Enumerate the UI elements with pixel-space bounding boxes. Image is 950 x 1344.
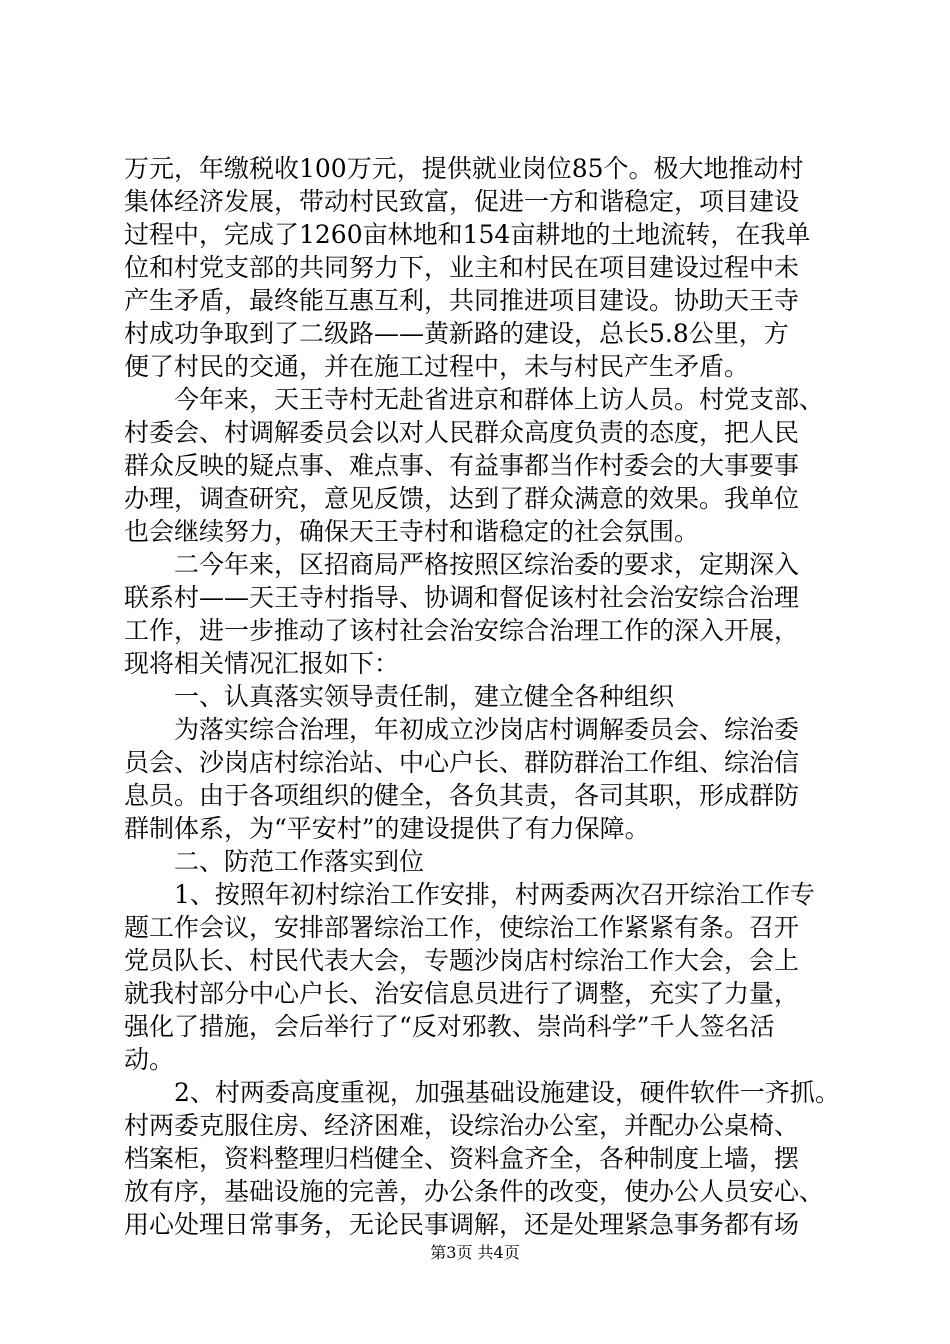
text-line: 一、认真落实领导责任制，建立健全各种组织 (124, 682, 675, 711)
text-line: 位和村党支部的共同努力下，业主和村民在项目建设过程中未 (124, 253, 800, 282)
text-line: 党员队长、村民代表大会，专题沙岗店村综治工作大会，会上 (124, 946, 800, 975)
text-line: 万元，年缴税收100万元，提供就业岗位85个。极大地推动村 (124, 154, 804, 183)
text-line: 集体经济发展，带动村民致富，促进一方和谐稳定，项目建设 (124, 187, 800, 216)
text-line: 便了村民的交通，并在施工过程中，未与村民产生矛盾。 (124, 352, 750, 381)
text-line: 村委会、村调解委员会以对人民群众高度负责的态度，把人民 (124, 418, 800, 447)
text-line: 强化了措施，会后举行了“反对邪教、崇尚科学”千人签名活 (124, 1012, 775, 1041)
text-line: 群众反映的疑点事、难点事、有益事都当作村委会的大事要事 (124, 451, 800, 480)
text-line: 1、按照年初村综治工作安排，村两委两次召开综治工作专 (124, 880, 815, 909)
text-line: 就我村部分中心户长、治安信息员进行了调整，充实了力量， (124, 979, 800, 1008)
page-footer: 第3页 共4页 (430, 1243, 520, 1262)
text-line: 产生矛盾，最终能互惠互利，共同推进项目建设。协助天王寺 (124, 286, 800, 315)
text-line: 档案柜，资料整理归档健全、资料盒齐全，各种制度上墙，摆 (124, 1144, 800, 1173)
text-line: 动。 (124, 1045, 175, 1074)
text-line: 二、防范工作落实到位 (124, 847, 425, 876)
document-body (124, 152, 854, 1241)
text-line: 用心处理日常事务，无论民事调解，还是处理紧急事务都有场 (124, 1210, 800, 1239)
text-line: 联系村——天王寺村指导、协调和督促该村社会治安综合治理 (124, 583, 800, 612)
text-line: 员会、沙岗店村综治站、中心户长、群防群治工作组、综治信 (124, 748, 800, 777)
text-line: 过程中，完成了1260亩林地和154亩耕地的土地流转，在我单 (124, 220, 811, 249)
text-line: 村成功争取到了二级路——黄新路的建设，总长5.8公里，方 (124, 319, 789, 348)
text-line: 题工作会议，安排部署综治工作，使综治工作紧紧有条。召开 (124, 913, 800, 942)
text-line: 为落实综合治理，年初成立沙岗店村调解委员会、综治委 (124, 715, 800, 744)
text-line: 也会继续努力，确保天王寺村和谐稳定的社会氛围。 (124, 517, 700, 546)
text-line: 息员。由于各项组织的健全，各负其责，各司其职，形成群防 (124, 781, 800, 810)
text-line: 办理，调查研究，意见反馈，达到了群众满意的效果。我单位 (124, 484, 800, 513)
text-line: 工作，进一步推动了该村社会治安综合治理工作的深入开展， (124, 616, 800, 645)
text-line: 二今年来，区招商局严格按照区综治委的要求，定期深入 (124, 550, 800, 579)
text-line: 2、村两委高度重视，加强基础设施建设，硬件软件一齐抓。 (124, 1078, 840, 1107)
text-line: 现将相关情况汇报如下： (124, 649, 400, 678)
text-line: 群制体系，为“平安村”的建设提供了有力保障。 (124, 814, 650, 843)
text-line: 放有序，基础设施的完善，办公条件的改变，使办公人员安心、 (124, 1177, 825, 1206)
text-line: 今年来，天王寺村无赴省进京和群体上访人员。村党支部、 (124, 385, 825, 414)
text-line: 村两委克服住房、经济困难，设综治办公室，并配办公桌椅、 (124, 1111, 800, 1140)
